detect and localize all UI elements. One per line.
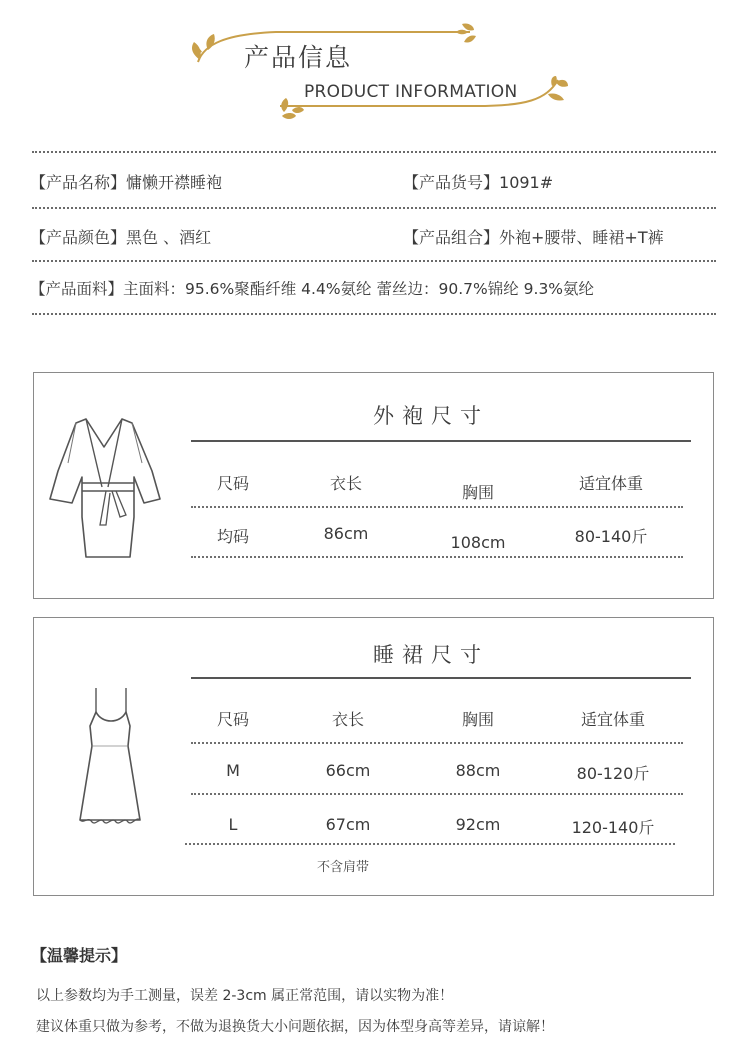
page-title: 产品信息 (244, 43, 353, 72)
product-fabric-label: 【产品面料】 (30, 280, 124, 298)
robe-table-rule (191, 440, 691, 442)
robe-table-title: 外袍尺寸 (373, 404, 489, 428)
dress-row-m-size: M (226, 761, 240, 780)
robe-header-length: 衣长 (329, 474, 362, 493)
divider (32, 260, 716, 262)
dress-row-m-length: 66cm (325, 761, 371, 780)
dress-row-l-chest: 92cm (455, 815, 501, 834)
product-sku-field (403, 170, 553, 193)
robe-size-box (33, 372, 714, 599)
product-sku-label: 【产品货号】 (403, 173, 500, 192)
divider (32, 151, 716, 153)
product-color-value: 黑色 、酒红 (126, 228, 212, 247)
dress-row-l-length: 67cm (325, 815, 371, 834)
dress-table-rule (191, 677, 691, 679)
dress-size-box (33, 617, 714, 896)
dress-row-divider (191, 742, 683, 744)
product-fabric-field (30, 277, 594, 299)
page-subtitle: PRODUCT INFORMATION (304, 82, 518, 102)
robe-header-chest: 胸围 (461, 483, 494, 502)
tip-line-1: 以上参数均为手工测量，误差 2-3cm 属正常范围，请以实物为准！ (36, 988, 454, 1004)
product-name-label: 【产品名称】 (30, 173, 127, 192)
dress-header-size: 尺码 (216, 710, 249, 729)
dress-table-title: 睡裙尺寸 (373, 643, 489, 667)
dress-row-divider (191, 793, 683, 795)
dress-row-m-chest: 88cm (455, 761, 501, 780)
product-combo-value: 外袍+腰带、睡裙+T裤 (499, 228, 664, 247)
dress-row-divider (185, 843, 675, 845)
robe-row-divider (191, 506, 683, 508)
dress-row-l-weight: 120-140斤 (571, 818, 655, 837)
product-combo-label: 【产品组合】 (403, 228, 500, 247)
tips-title: 【温馨提示】 (31, 946, 128, 965)
product-combo-field (403, 225, 664, 248)
robe-row-divider (191, 556, 683, 558)
divider (32, 313, 716, 315)
product-fabric-value: 主面料：95.6%聚酯纤维 4.4%氨纶 蕾丝边：90.7%锦纶 9.3%氨纶 (123, 280, 595, 298)
dress-table-note: 不含肩带 (317, 860, 370, 875)
robe-row-length: 86cm (323, 524, 369, 543)
product-name-value: 慵懒开襟睡袍 (126, 173, 223, 192)
tip-line-2: 建议体重只做为参考，不做为退换货大小问题依据，因为体型身高等差异，请谅解！ (36, 1019, 554, 1035)
dress-row-l-size: L (228, 815, 238, 834)
divider (32, 207, 716, 209)
product-name-field (30, 170, 222, 193)
robe-row-chest: 108cm (450, 533, 506, 552)
product-color-label: 【产品颜色】 (30, 228, 127, 247)
dress-header-weight: 适宜体重 (580, 710, 645, 729)
slip-dress-icon (72, 684, 152, 832)
dress-header-length: 衣长 (331, 710, 364, 729)
product-sku-value: 1091# (499, 173, 554, 192)
product-color-field (30, 225, 211, 248)
robe-row-size: 均码 (216, 527, 249, 546)
robe-header-size: 尺码 (216, 474, 249, 493)
robe-icon (46, 413, 164, 563)
robe-header-weight: 适宜体重 (578, 474, 643, 493)
dress-row-m-weight: 80-120斤 (576, 764, 650, 783)
robe-row-weight: 80-140斤 (574, 527, 648, 546)
dress-header-chest: 胸围 (461, 710, 494, 729)
